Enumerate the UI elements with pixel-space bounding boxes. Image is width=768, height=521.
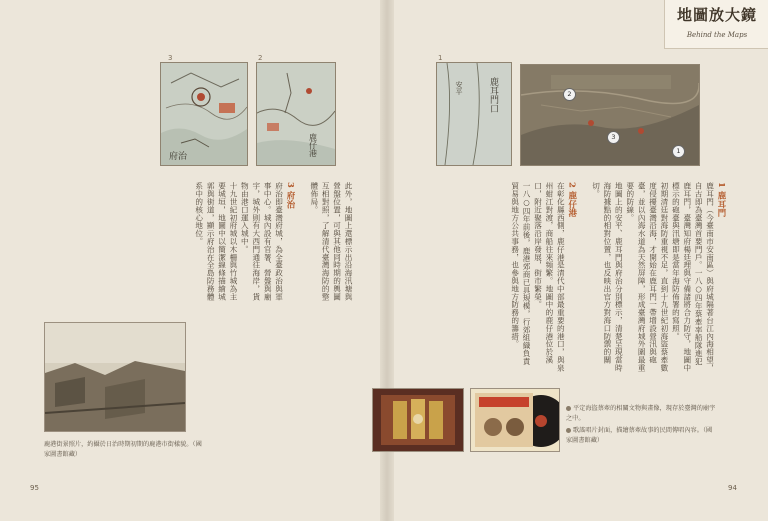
record-album-photo-drawing (471, 389, 559, 451)
map-marker-3[interactable]: 3 (607, 131, 620, 144)
section-2-paragraph-2: 一八○四年前後，鹿港郊商已具規模，行郊組織負責貿易與地方公共事務，也參與地方防務的籌措。 (510, 182, 532, 366)
caption-left-photo: 鹿港街景照片，約攝於日治時期初期的鹿港市街樣貌。（國家圖書館藏） (44, 441, 202, 458)
caption-bullet-icon (566, 428, 571, 433)
page-number-right: 94 (728, 484, 737, 492)
historic-street-photo (44, 322, 186, 432)
map-label-lugang: 鹿仔港 (308, 133, 318, 157)
caption-right-1-text: 平定海盜蔡牽的相關文物與畫像，現存於臺灣的廟宇之中。 (566, 405, 716, 422)
left-page-text-top (54, 182, 354, 302)
temple-artifact-photo (372, 388, 464, 452)
caption-right-1 (566, 404, 716, 424)
section-3-paragraph-2: 十九世紀初府城以木柵與竹城為主要城垣，地圖中以簡潔線條描繪城郭與街道，顯示府治在全島防務體系中的核心地位。 (194, 182, 238, 301)
section-1-paragraph-1: 鹿耳門（今臺南市安南區）與府城隔著台江內海相望，自古即為臺灣首要門戶。一八○四年蔡牽率船隊進犯鹿耳門，臺灣知府楊廷理與守備諸將合力防守，地圖中標示的砲臺與汛塘即是當年海防佈署的寫照。 (671, 182, 715, 372)
section-heading-2: 2 鹿仔港 (567, 182, 578, 218)
caption-right-2-text: 歌謠唱片封面，描繪蔡牽故事的民間傳唱內容。（國家圖書館藏） (566, 427, 713, 444)
fig-number-1: 1 (438, 54, 443, 62)
section-1-paragraph-3: 地圖上的安平、鹿耳門與府治分別標示，清楚呈現當時海防據點的相對位置，也反映出官方對海口防禦的關切。 (591, 182, 624, 372)
map-detail-2-drawing (257, 63, 335, 165)
section-title: 地圖放大鏡 (676, 6, 757, 24)
section-subtitle: Behind the Maps (686, 31, 748, 39)
map-detail-1-drawing (437, 63, 511, 165)
map-marker-2[interactable]: 2 (563, 88, 576, 101)
section-2-paragraph-1: 在彰化縣西側，鹿仔港是清代中部最重要的港口，與泉州蚶江對渡，商船往來頻繁。地圖中的鹿仔港位於溪口，附近聚落沿岸發展，街市繁榮。 (533, 182, 566, 372)
section-heading-1: 1 鹿耳門 (717, 182, 727, 218)
map-marker-1[interactable]: 1 (672, 145, 685, 158)
fig-number-3: 3 (168, 54, 173, 62)
map-detail-2 (256, 62, 336, 166)
map-label-fuzhi: 府治 (169, 152, 188, 162)
record-album-photo (470, 388, 560, 452)
right-page-text (418, 182, 728, 372)
section-1-paragraph-2: 初期清廷對海防重視不足，直到十九世紀初海盜蔡牽數度侵擾臺灣沿海，才開始在鹿耳門一帶增設營汛與砲臺，並以內海水道為天然屏障，形成臺灣府城外圍最重要的防線。 (625, 182, 669, 372)
map-detail-1 (436, 62, 512, 166)
section-3-paragraph-1: 府治即臺灣府城，為全臺政治與軍事中心。城內設有官署、營盤與廟宇，城外則有大西門通往海岸，貨物由港口運入城中。 (240, 182, 284, 301)
historic-street-photo-drawing (45, 323, 185, 431)
fig-number-2: 2 (258, 54, 263, 62)
section-heading-3: 3 府治 (285, 182, 296, 209)
temple-artifact-photo-drawing (373, 389, 463, 451)
page-number-left: 95 (30, 484, 39, 492)
section-logo (664, 0, 768, 49)
section-3-paragraph-3: 此外，地圖上還標示出沿海汛塘與營盤位置，可與其他同時期的輿圖互相對照，了解清代臺灣海防的整體佈局。 (309, 182, 353, 301)
map-label-anping: 安平 (455, 81, 463, 95)
map-detail-3-drawing (161, 63, 247, 165)
map-detail-3 (160, 62, 248, 166)
caption-bullet-icon (566, 406, 571, 411)
map-label-luermen: 鹿耳門口 (488, 77, 498, 113)
caption-right-2 (566, 426, 716, 446)
